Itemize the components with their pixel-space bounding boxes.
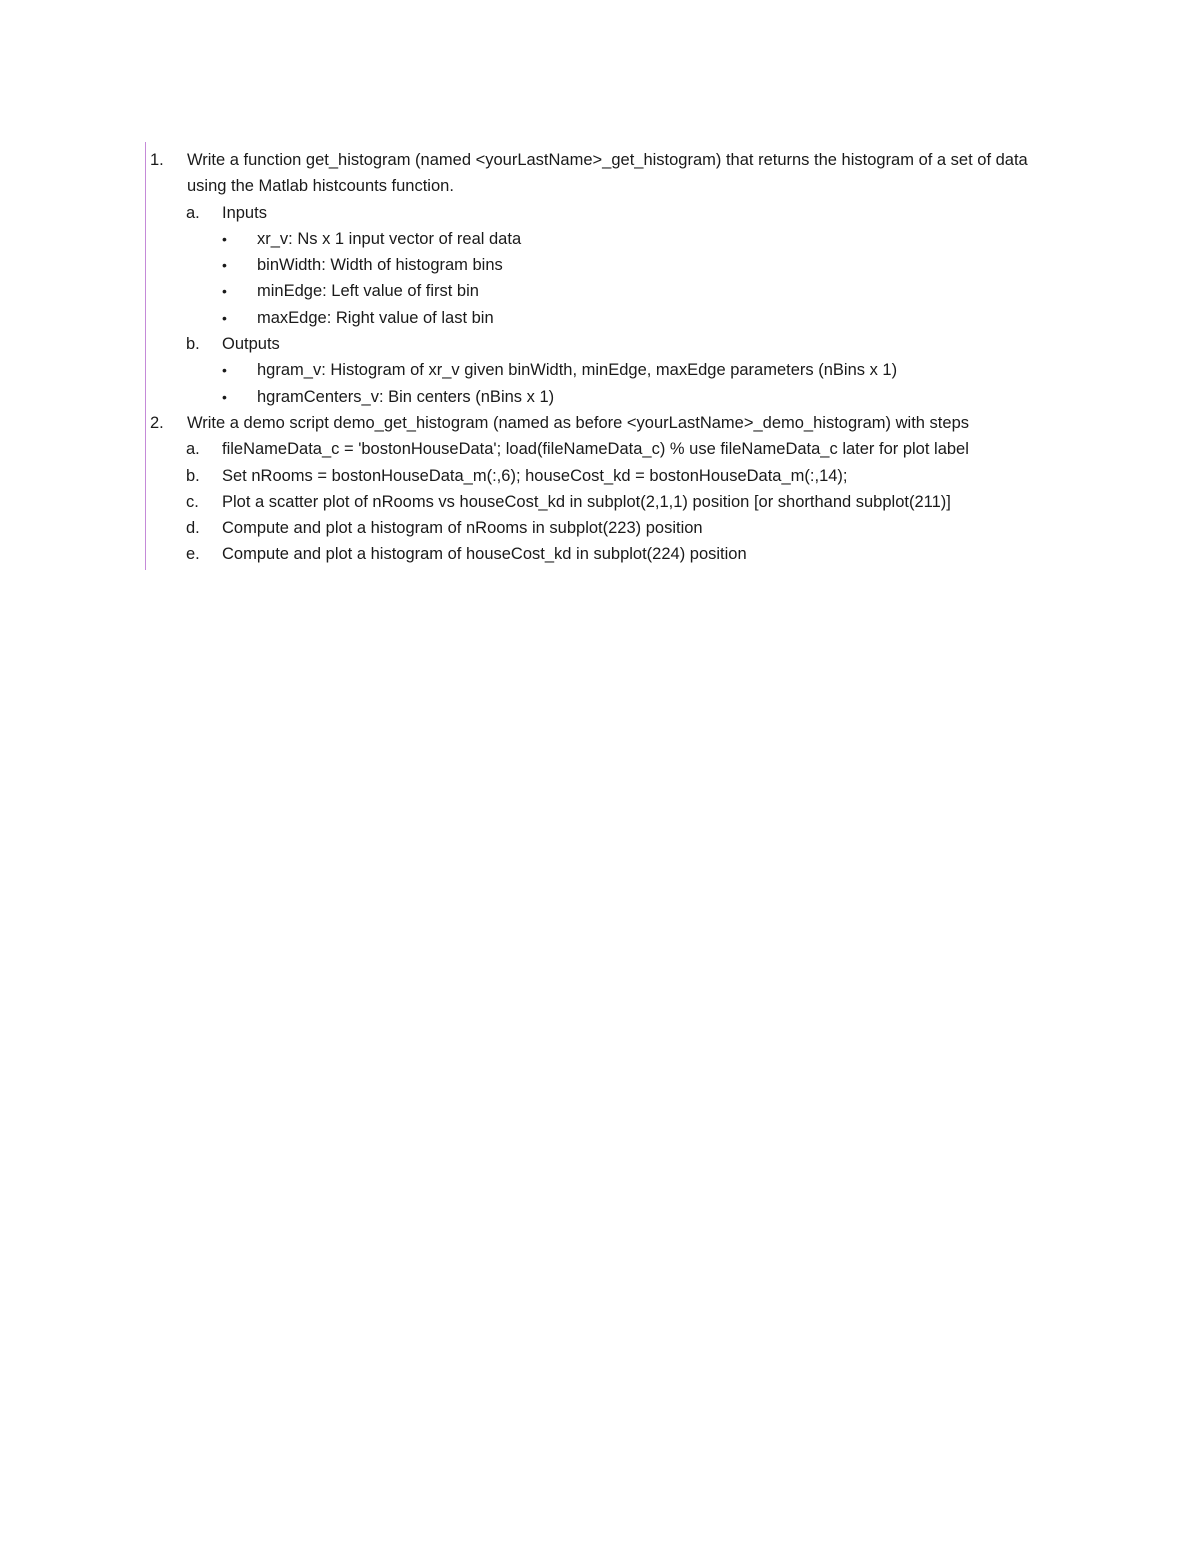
bullet-item bbox=[150, 226, 1070, 252]
sub-item-text: Compute and plot a histogram of nRooms in subplot(223) position bbox=[222, 519, 703, 538]
sub-item-text: Set nRooms = bostonHouseData_m(:,6); houseCost_kd = bostonHouseData_m(:,14); bbox=[222, 466, 848, 485]
sub-item-letter: d. bbox=[186, 519, 200, 538]
sublist-item-2a bbox=[150, 436, 1070, 462]
sublist-item-2e bbox=[150, 541, 1070, 567]
bullet-text: hgram_v: Histogram of xr_v given binWidth, minEdge, maxEdge parameters (nBins x 1) bbox=[257, 361, 898, 380]
sub-item-letter: a. bbox=[186, 440, 200, 459]
item-number: 2. bbox=[150, 413, 164, 432]
sub-item-text: fileNameData_c = 'bostonHouseData'; load(fileNameData_c) % use fileNameData_c later for plot label bbox=[222, 440, 969, 459]
bullet-text: minEdge: Left value of first bin bbox=[257, 282, 479, 301]
bullet-icon: • bbox=[222, 309, 227, 326]
bullet-icon: • bbox=[222, 230, 227, 247]
sub-item-text: Outputs bbox=[222, 335, 280, 354]
sublist-item-1a bbox=[150, 200, 1070, 226]
bullet-item bbox=[150, 278, 1070, 304]
list-item-2 bbox=[150, 410, 1070, 436]
bullet-item bbox=[150, 252, 1070, 278]
bullet-text: xr_v: Ns x 1 input vector of real data bbox=[257, 229, 522, 248]
sub-item-text: Plot a scatter plot of nRooms vs houseCost_kd in subplot(2,1,1) position [or shorthand subplot(211)] bbox=[222, 492, 951, 511]
bullet-icon: • bbox=[222, 362, 227, 379]
bullet-icon: • bbox=[222, 283, 227, 300]
sub-item-letter: e. bbox=[186, 545, 200, 564]
list-item-1 bbox=[150, 147, 1070, 200]
item-text: Write a demo script demo_get_histogram (named as before <yourLastName>_demo_histogram) with steps bbox=[187, 413, 969, 432]
bullet-text: binWidth: Width of histogram bins bbox=[257, 256, 503, 275]
bullet-item bbox=[150, 357, 1070, 383]
revision-margin-bar bbox=[145, 142, 146, 570]
sublist-item-2b bbox=[150, 463, 1070, 489]
sublist-item-1b bbox=[150, 331, 1070, 357]
sub-item-letter: a. bbox=[186, 203, 200, 222]
bullet-icon: • bbox=[222, 257, 227, 274]
bullet-text: hgramCenters_v: Bin centers (nBins x 1) bbox=[257, 387, 555, 406]
sub-item-letter: b. bbox=[186, 466, 200, 485]
bullet-item bbox=[150, 305, 1070, 331]
item-text: Write a function get_histogram (named <yourLastName>_get_histogram) that returns the histogram of a set of data using the Matlab histcounts function. bbox=[187, 151, 1028, 196]
sublist-item-2c bbox=[150, 489, 1070, 515]
bullet-text: maxEdge: Right value of last bin bbox=[257, 308, 494, 327]
bullet-item bbox=[150, 384, 1070, 410]
bullet-icon: • bbox=[222, 388, 227, 405]
sub-item-text: Inputs bbox=[222, 203, 267, 222]
sub-item-letter: b. bbox=[186, 335, 200, 354]
sub-item-text: Compute and plot a histogram of houseCost_kd in subplot(224) position bbox=[222, 545, 747, 564]
item-number: 1. bbox=[150, 151, 164, 169]
sub-item-letter: c. bbox=[186, 492, 199, 511]
instruction-list bbox=[150, 147, 1070, 568]
sublist-item-2d bbox=[150, 515, 1070, 541]
